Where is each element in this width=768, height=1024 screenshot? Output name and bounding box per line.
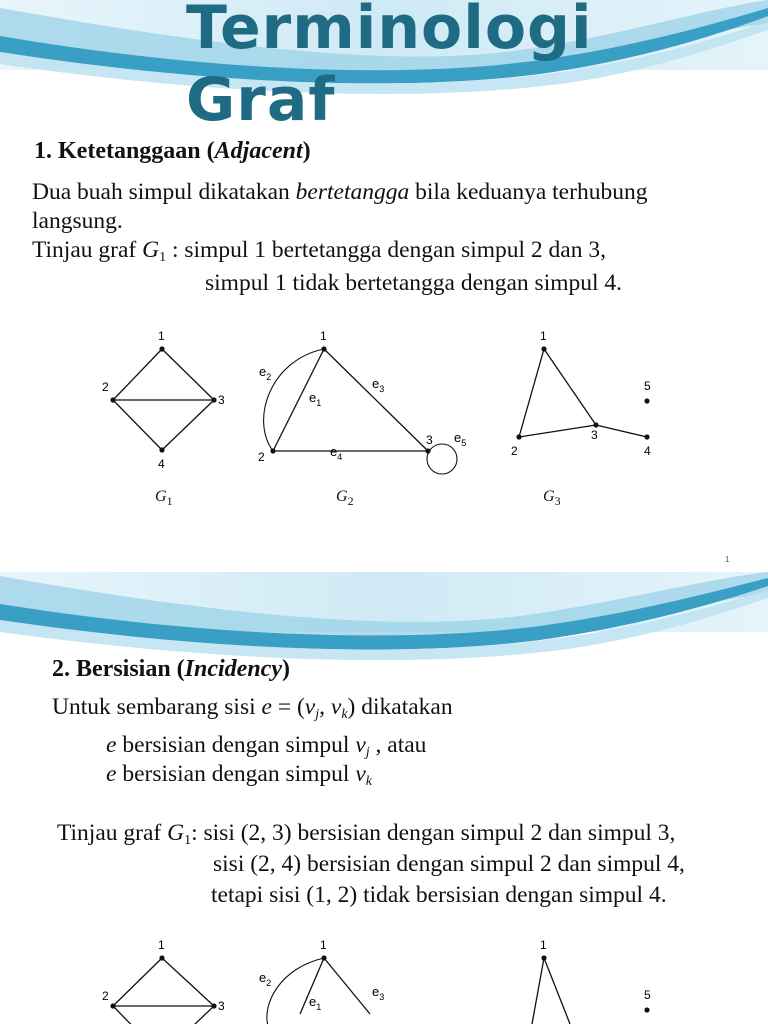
node-label: 1 xyxy=(320,329,327,343)
bullet-line-1: e bersisian dengan simpul $v_j$ , atau xyxy=(106,732,427,760)
node-label: 1 xyxy=(540,329,547,343)
graph-g3 xyxy=(511,329,651,458)
edge-label: $e_1$ xyxy=(309,994,322,1012)
edge-label: $e_3$ xyxy=(372,984,385,1002)
heading-end: ) xyxy=(281,656,290,682)
graph-symbol: G xyxy=(142,237,160,263)
node-2 xyxy=(110,397,115,402)
heading-number: 1. Ketetanggaan ( xyxy=(34,138,215,164)
slide-title-line1: Terminologi xyxy=(186,0,593,63)
node-label: 1 xyxy=(320,938,327,952)
paragraph-line-1 xyxy=(32,177,647,207)
node-label: 2 xyxy=(102,380,109,394)
edge-label: $e_5$ xyxy=(454,430,467,448)
edge-label: $e_2$ xyxy=(259,970,272,988)
graph-caption-g1: $G_1$ xyxy=(155,488,173,508)
paragraph-line-2: langsung. xyxy=(32,208,123,234)
node-1 xyxy=(159,346,164,351)
node-4 xyxy=(159,447,164,452)
node-label: 1 xyxy=(158,329,165,343)
edge-label: $e_2$ xyxy=(259,364,272,382)
example-line-1: Tinjau graf $G_1$: sisi (2, 3) bersisian dengan simpul 2 dan simpul 3, xyxy=(57,820,676,848)
text-run: Dua buah simpul dikatakan xyxy=(32,179,296,205)
graph-g1 xyxy=(102,938,225,1024)
edge-label: $e_1$ xyxy=(309,390,322,408)
graph-figure xyxy=(0,934,768,1024)
node-3 xyxy=(425,448,430,453)
node-label: 5 xyxy=(644,379,651,393)
node-label: 2 xyxy=(258,450,265,464)
node-3 xyxy=(211,397,216,402)
node-label: 3 xyxy=(218,999,225,1013)
heading-number: 2. Bersisian ( xyxy=(52,656,185,682)
node-3 xyxy=(593,422,598,427)
node-3 xyxy=(211,1003,216,1008)
heading-term: Incidency xyxy=(184,656,282,682)
slide-2 xyxy=(0,572,768,1024)
node-label: 3 xyxy=(426,433,433,447)
node-label: 3 xyxy=(218,393,225,407)
graph-subscript: 1 xyxy=(159,250,167,265)
node-label: 4 xyxy=(644,444,651,458)
section-heading xyxy=(52,656,290,683)
heading-term: Adjacent xyxy=(214,138,303,164)
graph-g3 xyxy=(532,938,651,1024)
node-label: 1 xyxy=(540,938,547,952)
node-1 xyxy=(321,955,326,960)
text-run: : simpul 1 bertetangga dengan simpul 2 dan 3, xyxy=(166,237,606,263)
node-label: 4 xyxy=(158,457,165,471)
text-run: bila keduanya terhubung xyxy=(409,179,648,205)
graph-figure xyxy=(0,320,768,512)
paragraph-line-4: simpul 1 tidak bertetangga dengan simpul 4. xyxy=(205,270,623,296)
node-label: 2 xyxy=(511,444,518,458)
graph-g2 xyxy=(258,329,466,474)
node-5 xyxy=(644,1007,649,1012)
example-line-2: sisi (2, 4) bersisian dengan simpul 2 dan simpul 4, xyxy=(213,851,685,877)
edge-label: $e_3$ xyxy=(372,376,385,394)
section-heading xyxy=(34,138,311,165)
node-5 xyxy=(644,398,649,403)
node-label: 3 xyxy=(591,428,598,442)
bullet-line-2: e bersisian dengan simpul $v_k$ xyxy=(106,761,372,789)
slide-title-line2: Graf xyxy=(186,65,336,135)
heading-end: ) xyxy=(302,138,311,164)
node-label: 5 xyxy=(644,988,651,1002)
graph-g2 xyxy=(259,938,384,1024)
graph-g1 xyxy=(102,329,225,471)
definition-line: Untuk sembarang sisi $e = (v_j$, $v_k$) dikatakan xyxy=(52,694,453,722)
node-1 xyxy=(321,346,326,351)
node-label: 2 xyxy=(102,989,109,1003)
node-2 xyxy=(110,1003,115,1008)
node-label: 1 xyxy=(158,938,165,952)
graph-caption-g2: $G_2$ xyxy=(336,488,354,508)
text-run-italic: bertetangga xyxy=(295,179,410,205)
node-1 xyxy=(541,955,546,960)
node-2 xyxy=(270,448,275,453)
node-2 xyxy=(516,434,521,439)
graph-caption-g3: $G_3$ xyxy=(543,488,561,508)
example-line-3: tetapi sisi (1, 2) tidak bersisian dengan simpul 4. xyxy=(211,882,667,908)
slide-gap xyxy=(0,512,768,572)
edge-label: $e_4$ xyxy=(330,444,343,462)
node-1 xyxy=(541,346,546,351)
slide-number: 1 xyxy=(725,555,730,564)
text-run: Tinjau graf xyxy=(32,237,143,263)
node-4 xyxy=(644,434,649,439)
node-1 xyxy=(159,955,164,960)
